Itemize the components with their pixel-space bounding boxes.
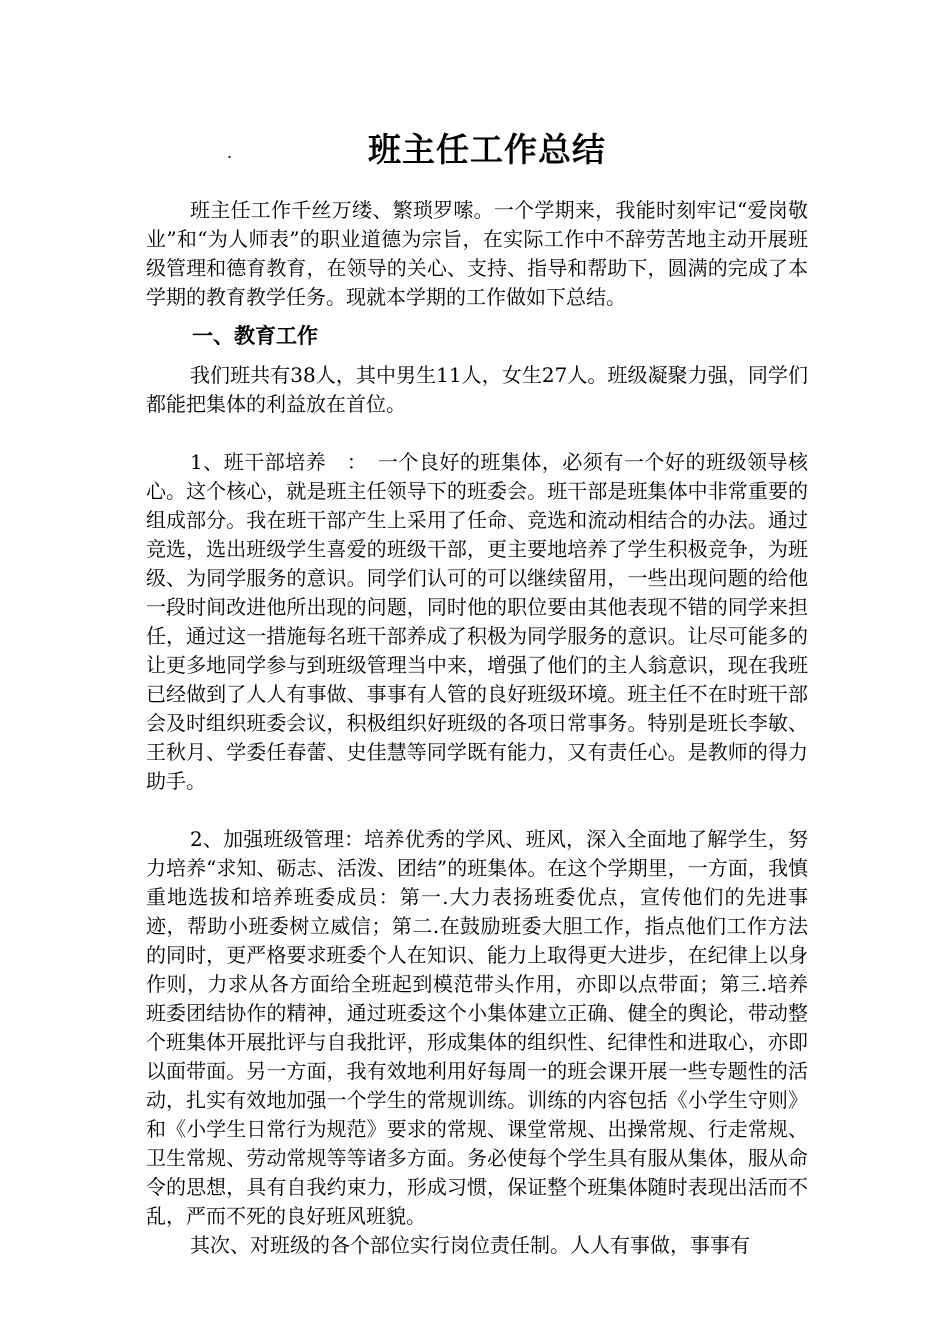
item-2-paragraph: 2、加强班级管理：培养优秀的学风、班风，深入全面地了解学生，努力培养“求知、砺志、活泼、团结”的班集体。在这个学期里，一方面，我慎重地选拔和培养班委成员：第一.大力表扬班委优点，宣传他们的先进事迹，帮助小班委树立威信；第二.在鼓励班委大胆工作，指点他们工作方法的同时，更严格要求班委个人在知识、能力上取得更大进步，在纪律上以身作则，力求从各方面给全班起到模范带头作用，亦即以点带面；第三.培养班委团结协作的精神，通过班委这个小集体建立正确、健全的舆论，带动整个班集体开展批评与自我批评，形成集体的组织性、纪律性和进取心，亦即以面带面。另一方面，我有效地利用好每周一的班会课开展一些专题性的活动，扎实有效地加强一个学生的常规训练。训练的内容包括《小学生守则》和《小学生日常行为规范》要求的常规、课堂常规、出操常规、行走常规、卫生常规、劳动常规等等诸多方面。务必使每个学生具有服从集体，服从命令的思想，具有自我约束力，形成习惯，保证整个班集体随时表现出活而不乱，严而不死的良好班风班貌。 — [146, 827, 808, 1228]
stray-dot-mark: . — [227, 143, 233, 162]
intro-paragraph: 班主任工作千丝万缕、繁琐罗嗦。一个学期来，我能时刻牢记“爱岗敬业”和“为人师表”的职业道德为宗旨，在实际工作中不辞劳苦地主动开展班级管理和德育教育，在领导的关心、支持、指导和帮助下，圆满的完成了本学期的教育教学任务。现就本学期的工作做如下总结。 — [146, 198, 808, 309]
paragraph-spacer — [146, 796, 808, 825]
page-title: 班主任工作总结 — [368, 130, 606, 169]
item-1-paragraph: 1、班干部培养 ： 一个良好的班集体，必须有一个好的班级领导核心。这个核心，就是班主任领导下的班委会。班干部是班集体中非常重要的组成部分。我在班干部产生上采用了任命、竞选和流动相结合的办法。通过竞选，选出班级学生喜爱的班级干部，更主要地培养了学生积极竞争，为班级、为同学服务的意识。同学们认可的可以继续留用，一些出现问题的给他一段时间改进他所出现的问题，同时他的职位要由其他表现不错的同学来担任，通过这一措施每名班干部养成了积极为同学服务的意识。让尽可能多的让更多地同学参与到班级管理当中来，增强了他们的主人翁意识，现在我班已经做到了人人有事做、事事有人管的良好班级环境。班主任不在时班干部会及时组织班委会议，积极组织好班级的各项日常事务。特别是班长李敏、王秋月、学委任春蕾、史佳慧等同学既有能力，又有责任心。是教师的得力助手。 — [146, 450, 808, 793]
paragraph-spacer — [146, 419, 808, 448]
document-body — [146, 196, 808, 1260]
class-info-paragraph: 我们班共有38人，其中男生11人，女生27人。班级凝聚力强，同学们都能把集体的利益放在首位。 — [146, 363, 808, 416]
section-heading-education: 一、教育工作 — [192, 324, 318, 348]
item-3-paragraph: 其次、对班级的各个部位实行岗位责任制。人人有事做，事事有 — [190, 1233, 750, 1257]
